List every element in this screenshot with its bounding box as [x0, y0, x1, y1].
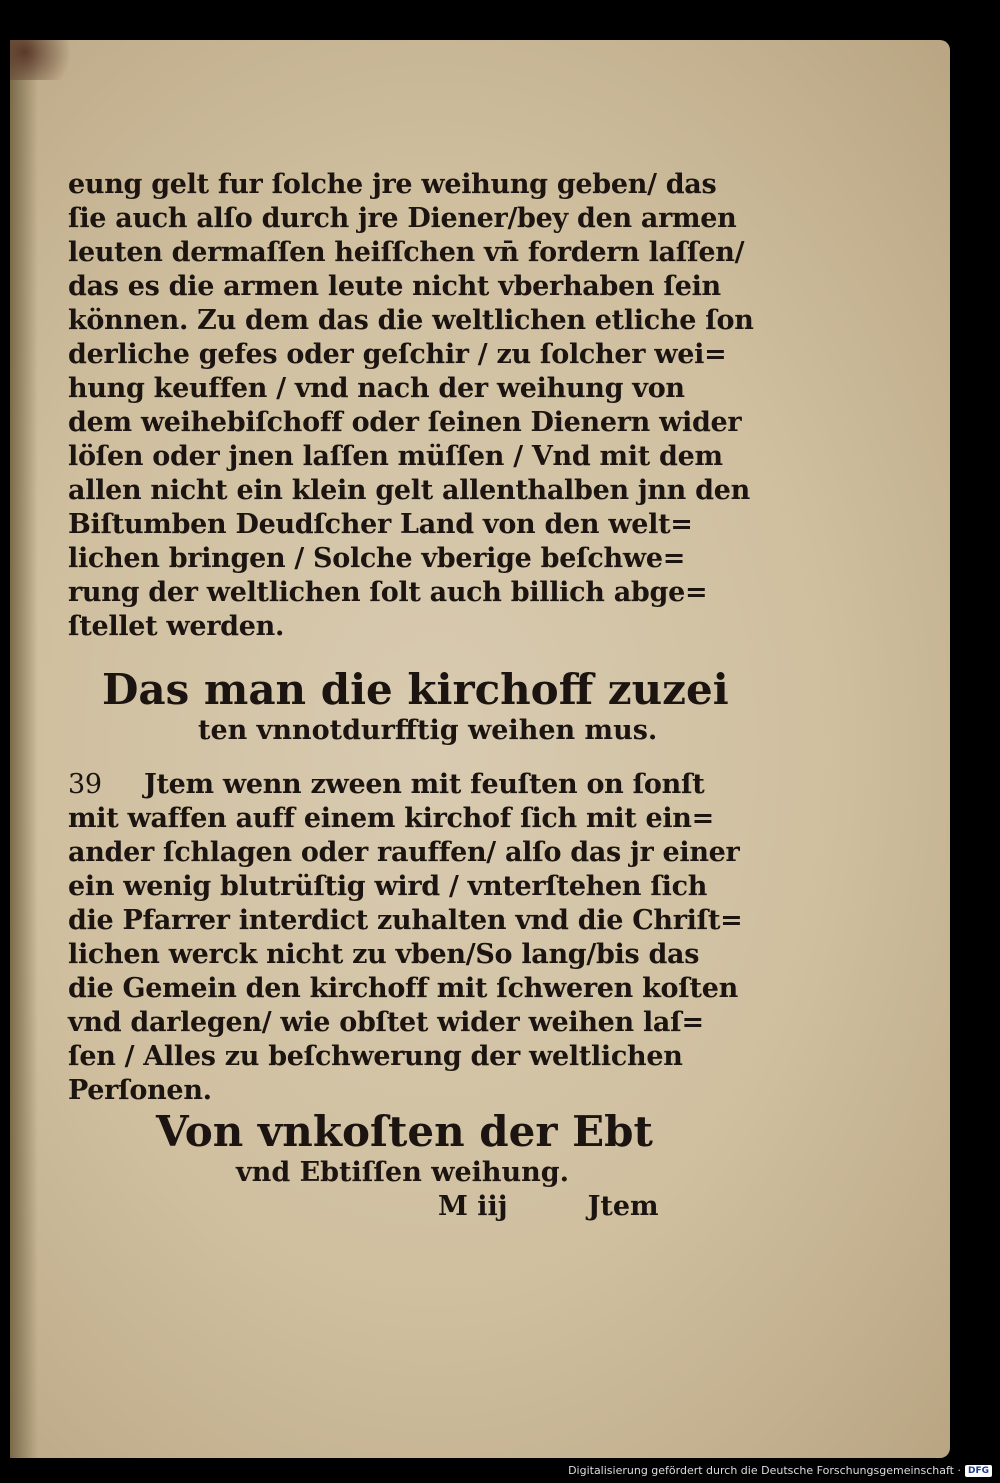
section-heading-2-continued: vnd Ebtiſſen weihung. [236, 1157, 570, 1188]
body-line: dem weihebiſchoff oder ſeinen Dienern wider [68, 407, 742, 438]
item-line: mit waffen auff einem kirchof ſich mit ein= [68, 803, 714, 834]
item-line: Jtem wenn zween mit feuſten on ſonſt [144, 769, 705, 800]
item-number: 39 [68, 769, 102, 800]
item-line: die Pfarrer interdict zuhalten vnd die Chriſt= [68, 905, 743, 936]
book-page [10, 40, 950, 1458]
body-paragraph [68, 168, 754, 644]
body-line: ſie auch alſo durch jre Diener/bey den armen [68, 203, 737, 234]
item-line: ein wenig blutrüſtig wird / vnterſtehen ſich [68, 871, 708, 902]
body-line: das es die armen leute nicht vberhaben ſein [68, 271, 721, 302]
body-line: leuten dermaſſen heiſſchen vn̄ fordern laſſen/ [68, 237, 745, 268]
dfg-logo: DFG [965, 1465, 992, 1477]
body-line: löſen oder jnen laſſen müſſen / Vnd mit dem [68, 441, 723, 472]
credit-text: Digitalisierung gefördert durch die Deutsche Forschungsgemeinschaft · [568, 1464, 961, 1477]
body-line: eung gelt fur ſolche jre weihung geben/ das [68, 169, 717, 200]
page-text [68, 168, 754, 1224]
signature-mark: M iij [438, 1191, 508, 1222]
item-line: ander ſchlagen oder rauffen/ alſo das jr einer [68, 837, 740, 868]
body-line: lichen bringen / Solche vberige beſchwe= [68, 543, 686, 574]
item-line: Perſonen. [68, 1075, 212, 1106]
item-line: lichen werck nicht zu vben/So lang/bis das [68, 939, 700, 970]
item-paragraph [68, 768, 743, 1108]
digitization-credit [568, 1464, 992, 1477]
body-line: hung keuffen / vnd nach der weihung von [68, 373, 685, 404]
item-line: die Gemein den kirchoff mit ſchweren koſten [68, 973, 738, 1004]
body-line: Biſtumben Deudſcher Land von den welt= [68, 509, 693, 540]
body-line: allen nicht ein klein gelt allenthalben jnn den [68, 475, 750, 506]
item-line: ſen / Alles zu beſchwerung der weltlichen [68, 1041, 683, 1072]
body-line: rung der weltlichen ſolt auch billich abge= [68, 577, 708, 608]
corner-stain [10, 40, 80, 80]
body-line: derliche gefes oder geſchir / zu ſolcher wei= [68, 339, 727, 370]
item-line: vnd darlegen/ wie obſtet wider weihen laſ= [68, 1007, 704, 1038]
page-footer [68, 1190, 688, 1224]
catchword: Jtem [587, 1191, 659, 1222]
section-heading-2: Von vnkoſten der Ebt [156, 1107, 653, 1156]
page-gutter-shadow [10, 40, 38, 1458]
body-line: können. Zu dem das die weltlichen etliche ſon [68, 305, 754, 336]
section-heading: Das man die kirchoff zuzei [102, 665, 729, 714]
section-heading-continued: ten vnnotdurfftig weihen mus. [198, 715, 658, 746]
body-line: ſtellet werden. [68, 611, 285, 642]
